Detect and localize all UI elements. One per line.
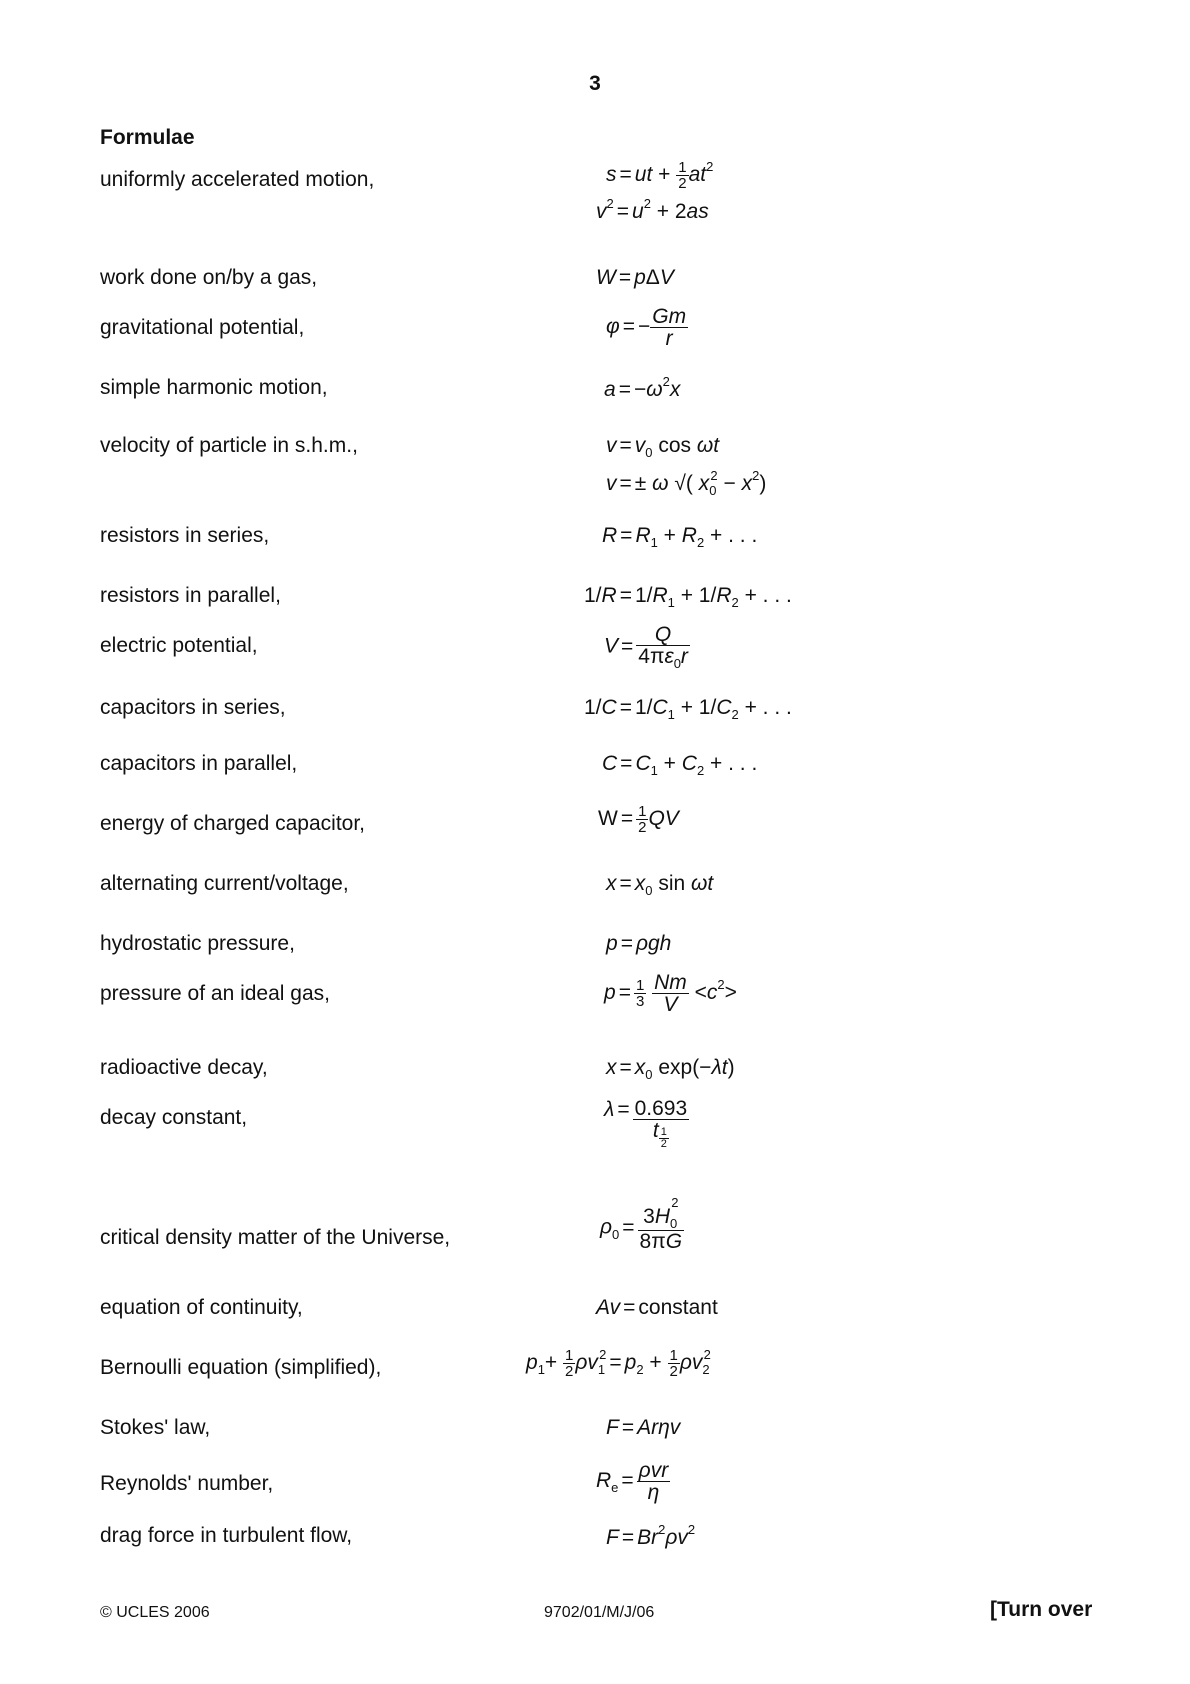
formula-equation: $\rho_0$ = $\frac{3H_0^2}{8\pi G}$ bbox=[600, 1195, 683, 1254]
formula-equation: $C = C_1 + C_2$ + . . . bbox=[602, 752, 758, 779]
constant-text: constant bbox=[638, 1296, 718, 1319]
decay-constant-numerator: 0.693 bbox=[634, 1097, 688, 1120]
formula-equation: p = $\frac{1}{3}$ $\frac{Nm}{V}$ $<c^2>$ bbox=[604, 971, 737, 1016]
footer-copyright: © UCLES 2006 bbox=[100, 1604, 210, 1621]
page-number: 3 bbox=[589, 72, 601, 95]
formula-label: capacitors in series, bbox=[100, 696, 286, 719]
formula-equation: $R = R_1 + R_2$ + . . . bbox=[602, 524, 758, 551]
formula-equation: V = $\frac{Q}{4\pi\varepsilon_0r}$ bbox=[604, 623, 688, 672]
formula-label: Bernoulli equation (simplified), bbox=[100, 1356, 382, 1379]
formula-equation: W = $\frac{1}{2}$ QV bbox=[598, 803, 679, 836]
formula-equation: W = pΔV bbox=[596, 266, 674, 289]
formula-equation: $F = Br^2\rho v^2$ bbox=[606, 1522, 696, 1549]
formula-equation: $v^2 = u^2 + 2as$ bbox=[596, 196, 709, 223]
formula-equation: φ = − $\frac{Gm}{r}$ bbox=[606, 305, 687, 350]
footer-paper-code: 9702/01/M/J/06 bbox=[544, 1604, 655, 1621]
formula-label: resistors in series, bbox=[100, 524, 270, 547]
formula-label: simple harmonic motion, bbox=[100, 376, 328, 399]
formula-equation: $R_e$ = $\frac{\text{ρvr}}{\eta}$ bbox=[596, 1459, 669, 1504]
formula-label: pressure of an ideal gas, bbox=[100, 982, 330, 1005]
formula-equation: p = ρgh bbox=[606, 932, 672, 955]
formula-label: alternating current/voltage, bbox=[100, 872, 349, 895]
formula-equation: v = ± ω √( $x_0^2 - x^2$) bbox=[606, 468, 767, 499]
formula-label: Reynolds' number, bbox=[100, 1472, 274, 1495]
formula-equation: λ = 0.693 t $\frac{1}{2}$ bbox=[604, 1097, 688, 1150]
formula-label: uniformly accelerated motion, bbox=[100, 168, 375, 191]
formulae-heading: Formulae bbox=[100, 126, 195, 149]
formula-equation: $x = x_0$ exp(−λt) bbox=[606, 1056, 735, 1083]
formula-equation: $1/R = 1/R_1 + 1/R_2$ + . . . bbox=[584, 584, 792, 611]
formula-label: electric potential, bbox=[100, 634, 258, 657]
formula-equation: $v = v_0$ cos ωt bbox=[606, 434, 720, 461]
formula-equation: F = Arηv bbox=[606, 1416, 681, 1439]
formula-label: resistors in parallel, bbox=[100, 584, 281, 607]
formula-label: Stokes' law, bbox=[100, 1416, 211, 1439]
formula-label: decay constant, bbox=[100, 1106, 248, 1129]
formula-equation: $1/C = 1/C_1 + 1/C_2$ + . . . bbox=[584, 696, 792, 723]
formula-label: drag force in turbulent flow, bbox=[100, 1524, 353, 1547]
footer-turn-over: [Turn over bbox=[990, 1598, 1093, 1621]
formula-label: radioactive decay, bbox=[100, 1056, 268, 1079]
formula-equation: $a = -\omega^2x$ bbox=[604, 374, 681, 401]
formula-equation: $p_1+$ $\frac{1}{2}$ $\rho v_1^2 = p_2$ + $\frac{1}{2}$ $\rho v_2^2$ bbox=[526, 1347, 711, 1380]
formula-equation: s = ut + $\frac{1}{2}$ $at^2$ bbox=[606, 159, 714, 192]
formula-label: work done on/by a gas, bbox=[100, 266, 318, 289]
formula-label: critical density matter of the Universe, bbox=[100, 1226, 451, 1249]
formula-equation: Av = constant bbox=[596, 1296, 718, 1319]
formula-equation: $x = x_0$ sin ωt bbox=[606, 872, 714, 899]
formula-label: equation of continuity, bbox=[100, 1296, 303, 1319]
formula-label: energy of charged capacitor, bbox=[100, 812, 366, 835]
formula-label: gravitational potential, bbox=[100, 316, 305, 339]
formula-label: capacitors in parallel, bbox=[100, 752, 298, 775]
formula-label: velocity of particle in s.h.m., bbox=[100, 434, 358, 457]
formula-label: hydrostatic pressure, bbox=[100, 932, 295, 955]
